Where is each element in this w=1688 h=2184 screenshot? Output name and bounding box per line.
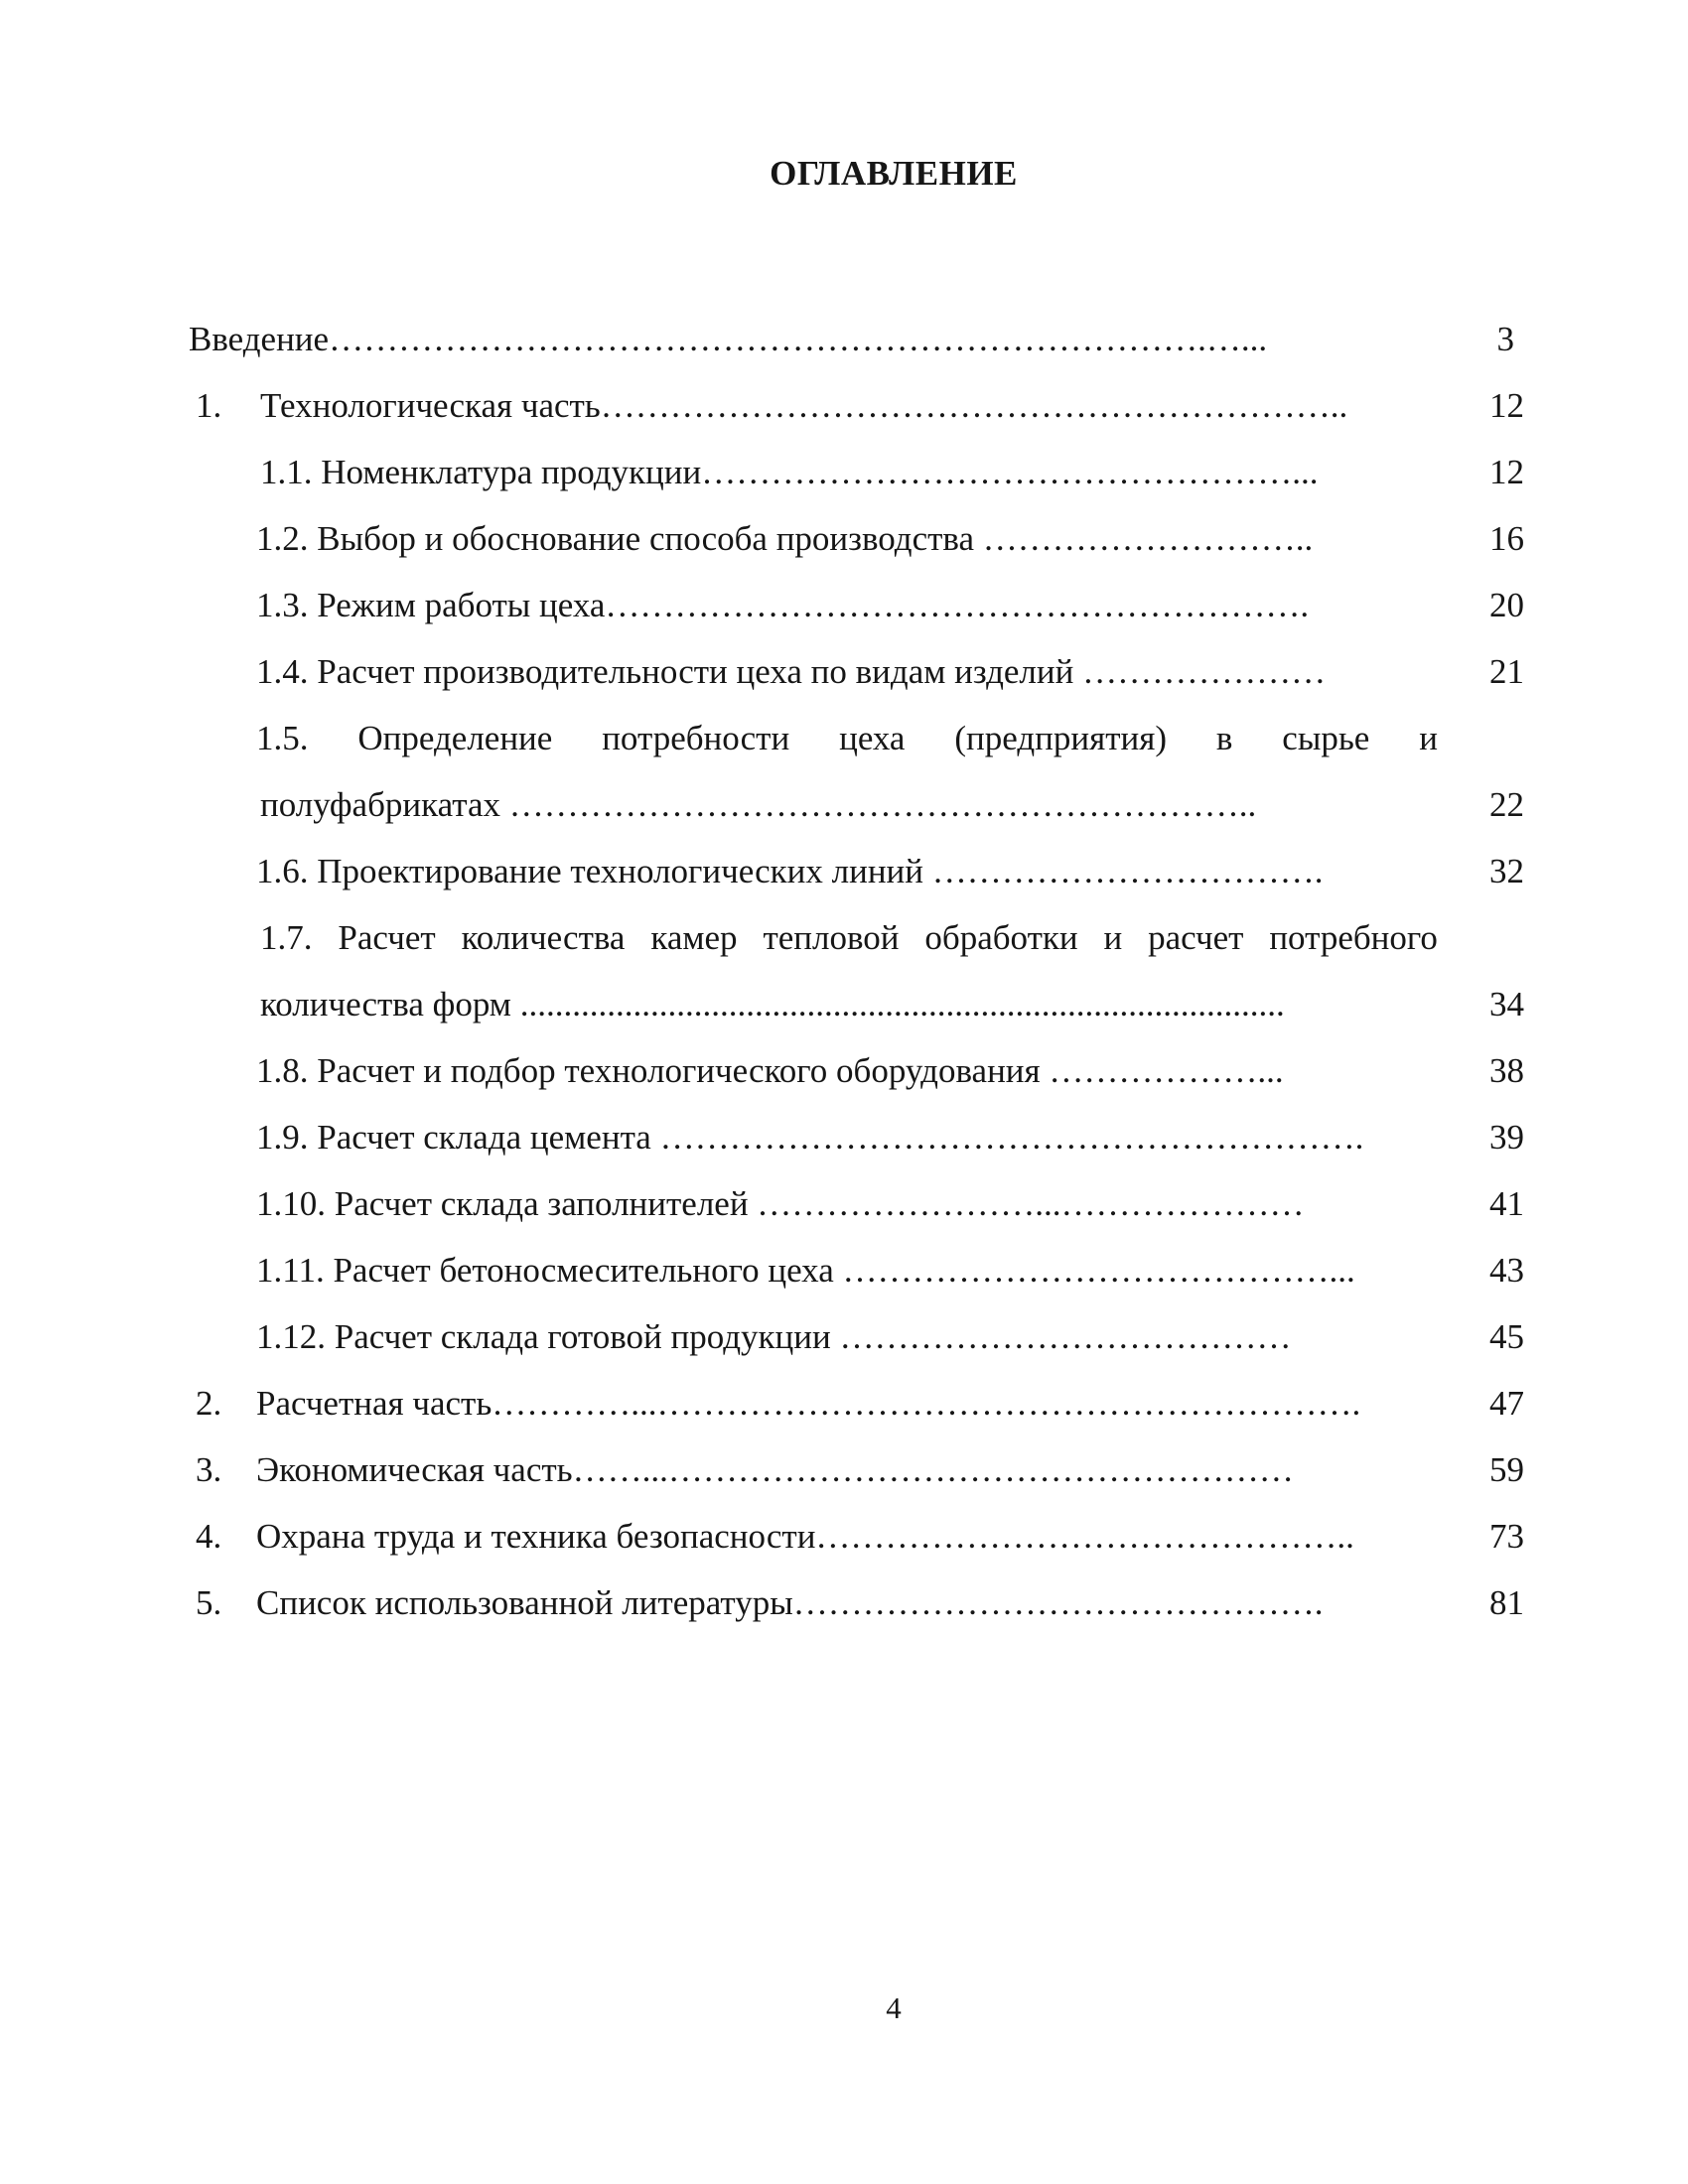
toc-entry-1-7-line-2 — [0, 979, 1688, 1030]
toc-entry-text: 1.12. Расчет склада готовой продукции ………………………………… — [256, 1317, 1292, 1356]
word: Расчет — [338, 918, 436, 957]
word: сырье — [1282, 719, 1370, 757]
toc-entry-page: 21 — [1489, 652, 1524, 691]
toc-entry-page: 59 — [1489, 1450, 1524, 1489]
page-title: ОГЛАВЛЕНИЕ — [770, 154, 1018, 193]
toc-entry-page: 16 — [1489, 519, 1524, 558]
word: тепловой — [763, 918, 900, 957]
toc-entry-1-10 — [0, 1178, 1688, 1230]
word: цеха — [839, 719, 906, 757]
toc-entry-text: 1.11. Расчет бетоносмесительного цеха ……………………………………... — [256, 1251, 1355, 1290]
toc-entry-number: 2. — [196, 1384, 222, 1423]
toc-entry-page: 73 — [1489, 1517, 1524, 1556]
toc-entry-1-5-line-1 — [0, 713, 1688, 764]
toc-entry-text-justified — [260, 912, 1438, 964]
toc-entry-text: 1.9. Расчет склада цемента ……………………………………………………. — [256, 1118, 1364, 1157]
toc-entry-text: 1.3. Режим работы цеха……………………………………………………. — [256, 586, 1310, 624]
toc-entry-section-1 — [0, 380, 1688, 432]
word: расчет — [1148, 918, 1244, 957]
toc-entry-page: 39 — [1489, 1118, 1524, 1157]
toc-entry-1-8 — [0, 1045, 1688, 1097]
toc-entry-page: 47 — [1489, 1384, 1524, 1423]
toc-entry-text-justified — [256, 713, 1438, 764]
toc-entry-text: Расчетная часть…………...……………………………………………………. — [256, 1384, 1361, 1423]
toc-entry-page: 81 — [1489, 1583, 1524, 1622]
word: 1.5. — [256, 719, 309, 757]
toc-entry-1-6 — [0, 846, 1688, 897]
toc-entry-number: 4. — [196, 1517, 222, 1556]
toc-entry-page: 43 — [1489, 1251, 1524, 1290]
toc-entry-text: полуфабрикатах ……………………………………………………….. — [260, 785, 1257, 824]
word: 1.7. — [260, 918, 313, 957]
toc-entry-section-2 — [0, 1378, 1688, 1430]
toc-entry-1-3 — [0, 580, 1688, 631]
word: в — [1215, 719, 1233, 757]
toc-entry-text: Охрана труда и техника безопасности……………………………………….. — [256, 1517, 1354, 1556]
toc-entry-text: Введение………………………………………………………………….…... — [189, 320, 1268, 358]
toc-entry-page: 22 — [1489, 785, 1524, 824]
toc-entry-text: 1.2. Выбор и обоснование способа производства ……………………….. — [256, 519, 1314, 558]
toc-entry-text: Технологическая часть……………………………………………………….. — [260, 386, 1348, 425]
toc-entry-intro — [0, 314, 1688, 365]
word: Определение — [357, 719, 553, 757]
toc-entry-number: 3. — [196, 1450, 222, 1489]
toc-entry-1-1 — [0, 447, 1688, 498]
toc-entry-text: 1.6. Проектирование технологических линий ……………………………. — [256, 852, 1324, 890]
toc-entry-page: 32 — [1489, 852, 1524, 890]
toc-entry-page: 45 — [1489, 1317, 1524, 1356]
toc-entry-1-9 — [0, 1112, 1688, 1163]
word: и — [1419, 719, 1438, 757]
toc-entry-text: количества форм ........................................................................................ — [260, 985, 1285, 1024]
toc-entry-text: 1.8. Расчет и подбор технологического оборудования ………………... — [256, 1051, 1284, 1090]
toc-entry-1-5-line-2 — [0, 779, 1688, 831]
toc-entry-page: 12 — [1489, 386, 1524, 425]
toc-entry-number: 5. — [196, 1583, 222, 1622]
toc-entry-text: 1.4. Расчет производительности цеха по видам изделий ………………… — [256, 652, 1327, 691]
toc-entry-section-3 — [0, 1444, 1688, 1496]
word: количества — [461, 918, 626, 957]
toc-entry-page: 12 — [1489, 453, 1524, 491]
toc-entry-1-2 — [0, 513, 1688, 565]
page-number: 4 — [886, 1990, 902, 2025]
toc-entry-page: 20 — [1489, 586, 1524, 624]
toc-entry-page: 3 — [1496, 320, 1514, 358]
toc-entry-page: 41 — [1489, 1184, 1524, 1223]
toc-entry-page: 38 — [1489, 1051, 1524, 1090]
toc-entry-page: 34 — [1489, 985, 1524, 1024]
word: и — [1103, 918, 1123, 957]
toc-entry-section-4 — [0, 1511, 1688, 1563]
word: обработки — [924, 918, 1078, 957]
toc-entry-section-5 — [0, 1577, 1688, 1629]
toc-entry-1-12 — [0, 1311, 1688, 1363]
word: потребного — [1269, 918, 1438, 957]
toc-entry-text: Экономическая часть……...……………………………………………… — [256, 1450, 1294, 1489]
toc-entry-number: 1. — [196, 386, 222, 425]
toc-entry-text: Список использованной литературы………………………………………. — [256, 1583, 1324, 1622]
toc-entry-1-7-line-1 — [0, 912, 1688, 964]
toc-entry-1-11 — [0, 1245, 1688, 1297]
word: камер — [650, 918, 738, 957]
toc-entry-1-4 — [0, 646, 1688, 698]
word: (предприятия) — [954, 719, 1167, 757]
word: потребности — [602, 719, 790, 757]
toc-entry-text: 1.10. Расчет склада заполнителей ……………………...………………… — [256, 1184, 1305, 1223]
toc-entry-text: 1.1. Номенклатура продукции……………………………………………... — [260, 453, 1319, 491]
